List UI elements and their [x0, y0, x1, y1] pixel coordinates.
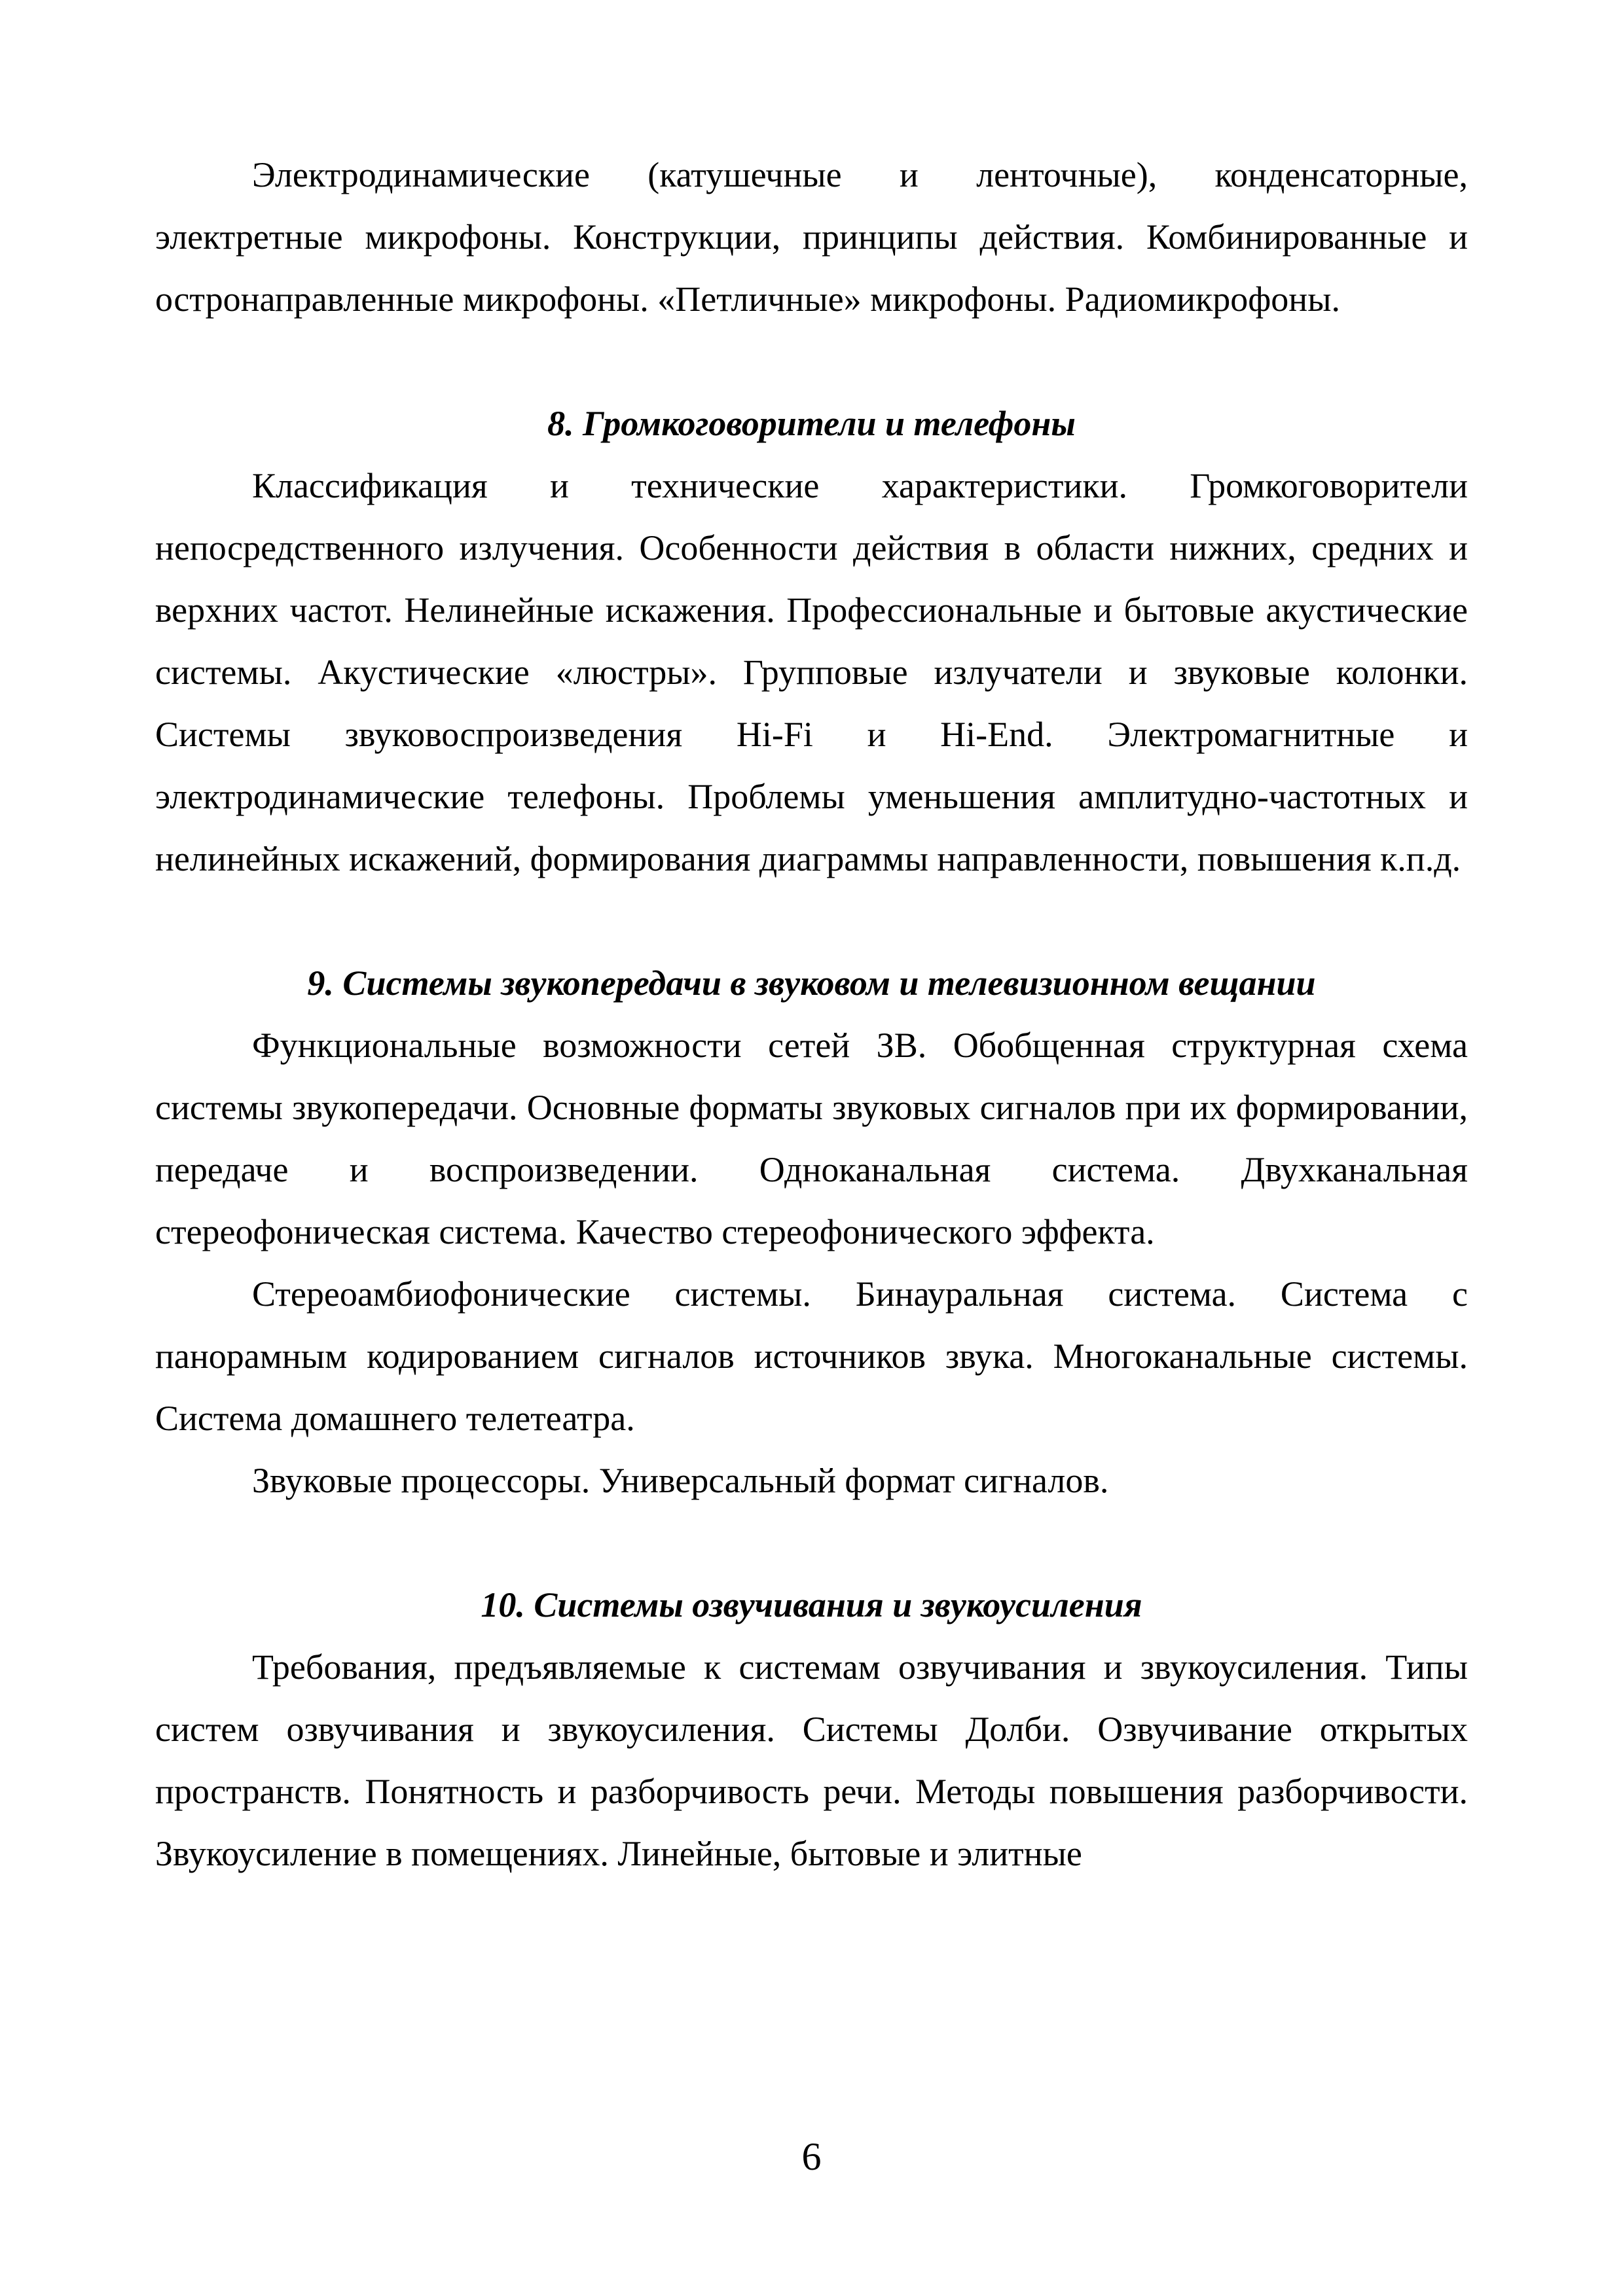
section-8-paragraph-1: Классификация и технические характеристики. Громкоговорители непосредственного излучения. Особенности действия в области нижних, средних и верхних частот. Нелинейные искажения. Профессиональные и бытовые акустические системы. Акустические «люстры». Групповые излучатели и звуковые колонки. Системы звуковоспроизведения Hi-Fi и Hi-End. Электромагнитные и электродинамические телефоны. Проблемы уменьшения амплитудно-частотных и нелинейных искажений, формирования диаграммы направленности, повышения к.п.д.: [155, 466, 1468, 878]
section-8-heading: 8. Громкоговорители и телефоны: [547, 404, 1076, 443]
section-10-heading: 10. Системы озвучивания и звукоусиления: [481, 1585, 1142, 1624]
section-9-paragraph-3: Звуковые процессоры. Универсальный формат сигналов.: [252, 1461, 1109, 1500]
section-9-heading: 9. Системы звукопередачи в звуковом и телевизионном вещании: [307, 963, 1316, 1003]
page-number: 6: [801, 2135, 822, 2178]
section-9-paragraph-1: Функциональные возможности сетей ЗВ. Обобщенная структурная схема системы звукопередачи. Основные форматы звуковых сигналов при их формировании, передаче и воспроизведении. Одноканальная система. Двухканальная стереофоническая система. Качество стереофонического эффекта.: [155, 1026, 1468, 1251]
section-10-paragraph-1: Требования, предъявляемые к системам озвучивания и звукоусиления. Типы систем озвучивания и звукоусиления. Системы Долби. Озвучивание открытых пространств. Понятность и разборчивость речи. Методы повышения разборчивости. Звукоусиление в помещениях. Линейные, бытовые и элитные: [155, 1647, 1468, 1873]
intro-paragraph: Электродинамические (катушечные и ленточные), конденсаторные, электретные микрофоны. Конструкции, принципы действия. Комбинированные и остронаправленные микрофоны. «Петличные» микрофоны. Радиомикрофоны.: [155, 155, 1468, 319]
page-content: [155, 144, 1468, 1885]
section-9-paragraph-2: Стереоамбиофонические системы. Бинауральная система. Система с панорамным кодированием сигналов источников звука. Многоканальные системы. Система домашнего телетеатра.: [155, 1274, 1468, 1438]
